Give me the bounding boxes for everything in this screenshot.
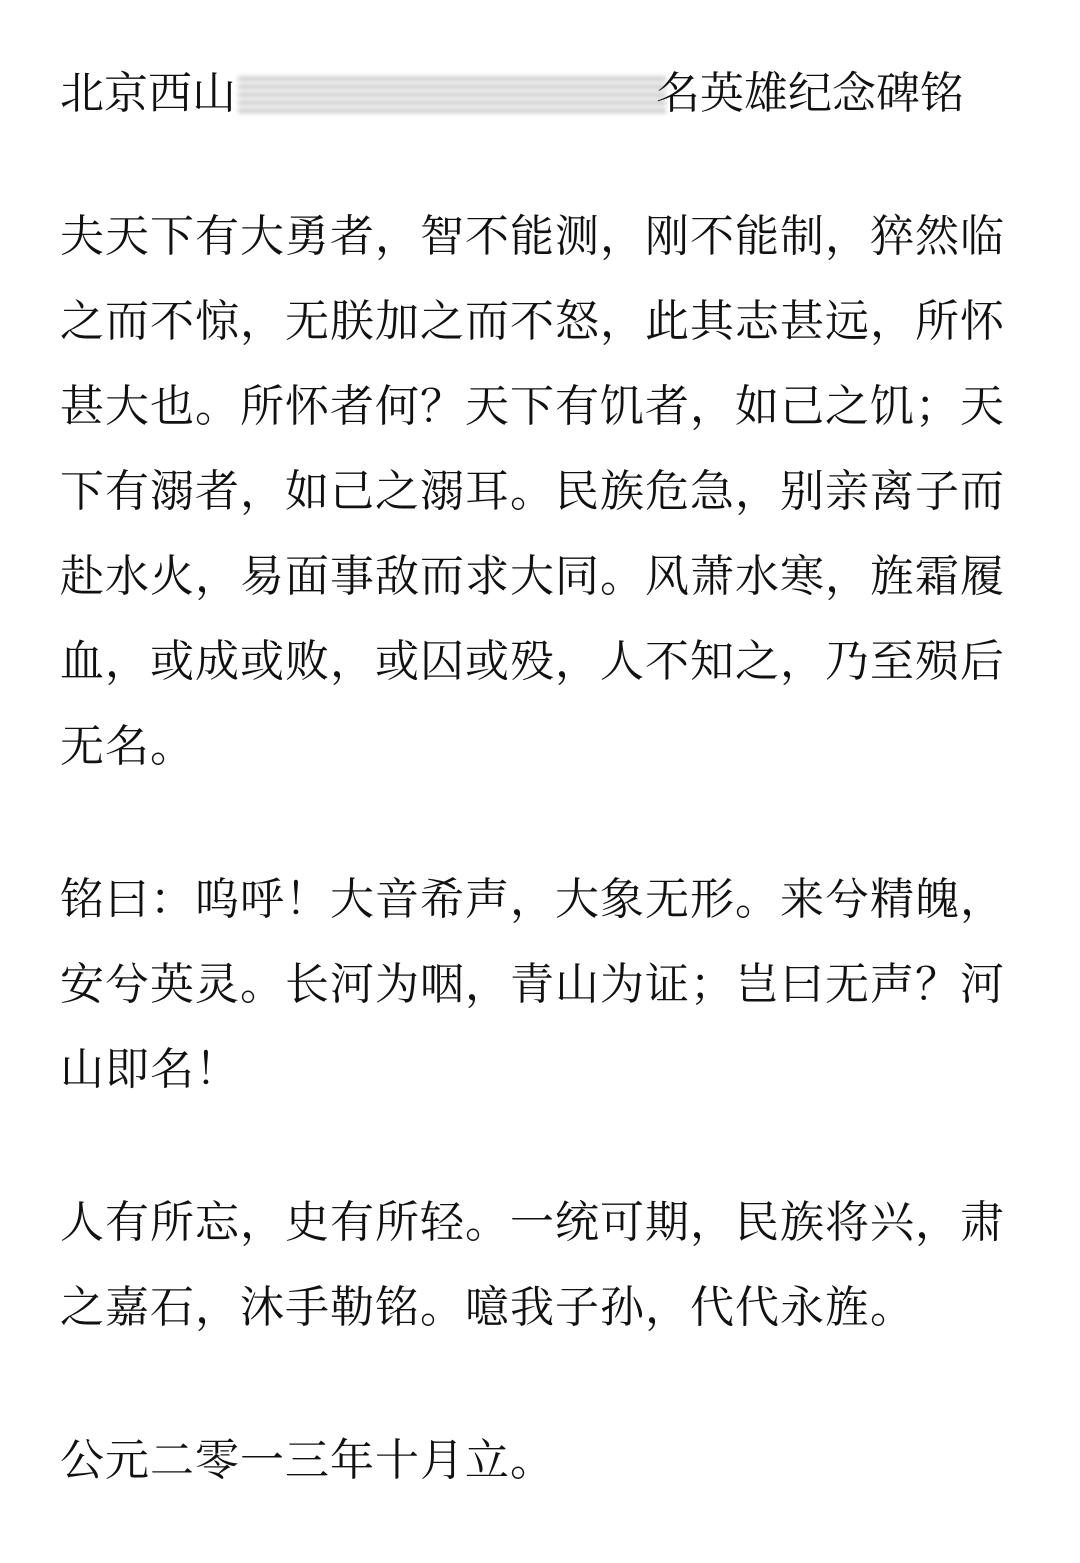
document-title — [60, 62, 1020, 126]
paragraph-preface: 夫天下有大勇者，智不能测，刚不能制，猝然临之而不惊，无朕加之而不怒，此其志甚远，所怀甚大也。所怀者何？天下有饥者，如己之饥；天下有溺者，如己之溺耳。民族危急，别亲离子而赴水火，易面事敌而求大同。风萧水寒，旌霜履血，或成或败，或囚或殁，人不知之，乃至殒后无名。 — [60, 211, 1005, 772]
title-left-text: 北京西山 — [60, 68, 236, 119]
title-right-text: 名英雄纪念碑铭 — [656, 68, 964, 119]
redaction-blur — [238, 74, 666, 114]
paragraph-inscription: 铭曰：呜呼！大音希声，大象无形。来兮精魄，安兮英灵。长河为咽，青山为证；岂曰无声？河山即名！ — [60, 874, 1005, 1095]
paragraph-dedication: 人有所忘，史有所轻。一统可期，民族将兴，肃之嘉石，沐手勒铭。噫我子孙，代代永旌。 — [60, 1197, 1005, 1333]
paragraph-date: 公元二零一三年十月立。 — [60, 1435, 555, 1486]
